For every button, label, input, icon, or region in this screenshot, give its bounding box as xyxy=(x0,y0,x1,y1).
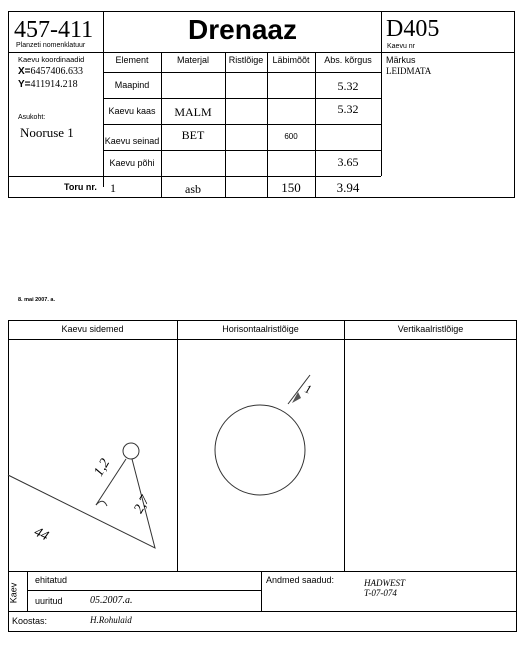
sheet-number: 457-411 xyxy=(14,17,94,43)
col-header-element: Element xyxy=(115,55,149,65)
col-header-cross: Ristlõige xyxy=(228,55,264,65)
source-line1: HADWEST xyxy=(364,578,405,588)
well-symbol xyxy=(123,443,139,459)
compiler-label: Koostas: xyxy=(12,616,48,626)
row-elevation: 5.32 xyxy=(337,79,359,93)
well-label: Kaevu nr xyxy=(387,43,416,50)
well-circle xyxy=(215,405,305,495)
col-header-elevation: Abs. kõrgus xyxy=(324,55,372,65)
pipe-material: asb xyxy=(185,182,201,196)
row-diameter: 600 xyxy=(284,132,298,141)
section-label: 1 xyxy=(302,381,314,397)
side-label: Kaev xyxy=(8,582,19,604)
row-element: Kaevu seinad xyxy=(104,136,160,146)
source-label: Andmed saadud: xyxy=(266,575,335,585)
row-elevation: 5.32 xyxy=(337,102,359,116)
col-header-material: Materjal xyxy=(176,55,209,65)
coord-x-value: 6457406.633 xyxy=(30,66,84,77)
pipe-number: 1 xyxy=(110,181,116,195)
remarks-value: LEIDMATA xyxy=(386,66,432,76)
row-material: MALM xyxy=(174,105,212,119)
compiler-value: H.Rohulaid xyxy=(90,615,132,625)
well-code: D405 xyxy=(386,16,440,42)
coord-y-label: Y= xyxy=(18,79,31,90)
col-header-diameter: Läbimõõt xyxy=(272,55,310,65)
date: 8. mai 2007. a. xyxy=(18,297,55,303)
sketch-label: 2,7 xyxy=(131,493,154,517)
location-value: Nooruse 1 xyxy=(20,125,74,140)
remarks-label: Märkus xyxy=(386,55,416,65)
location-label: Asukoht: xyxy=(18,114,46,121)
row-material: BET xyxy=(181,128,205,142)
section-header-connections: Kaevu sidemed xyxy=(61,324,124,334)
coord-x-label: X= xyxy=(18,66,31,77)
row-element: Kaevu põhi xyxy=(109,158,155,168)
source-line2: T-07-074 xyxy=(364,588,397,598)
row-element: Kaevu kaas xyxy=(108,106,156,116)
section-header-horizontal: Horisontaalristlõige xyxy=(222,324,299,334)
sketch-label: 44 xyxy=(31,524,51,545)
sketch-label: 1,2 xyxy=(91,456,114,480)
section-header-vertical: Vertikaalristlõige xyxy=(397,324,464,334)
built-label: ehitatud xyxy=(35,575,68,585)
measured-label: uuritud xyxy=(35,596,63,606)
row-element: Maapind xyxy=(114,80,150,90)
measured-value: 05.2007.a. xyxy=(90,595,133,606)
page-title: Drenaaz xyxy=(188,14,297,45)
coord-y-value: 411914.218 xyxy=(30,79,78,90)
pipe-elevation: 3.94 xyxy=(336,180,360,195)
row-elevation: 3.65 xyxy=(337,155,359,169)
coords-label: Kaevu koordinaadid xyxy=(18,55,85,64)
pipe-diameter: 150 xyxy=(281,180,301,195)
pipe-label: Toru nr. xyxy=(64,182,97,192)
sheet-label: Planzeti nomenklatuur xyxy=(16,42,86,49)
